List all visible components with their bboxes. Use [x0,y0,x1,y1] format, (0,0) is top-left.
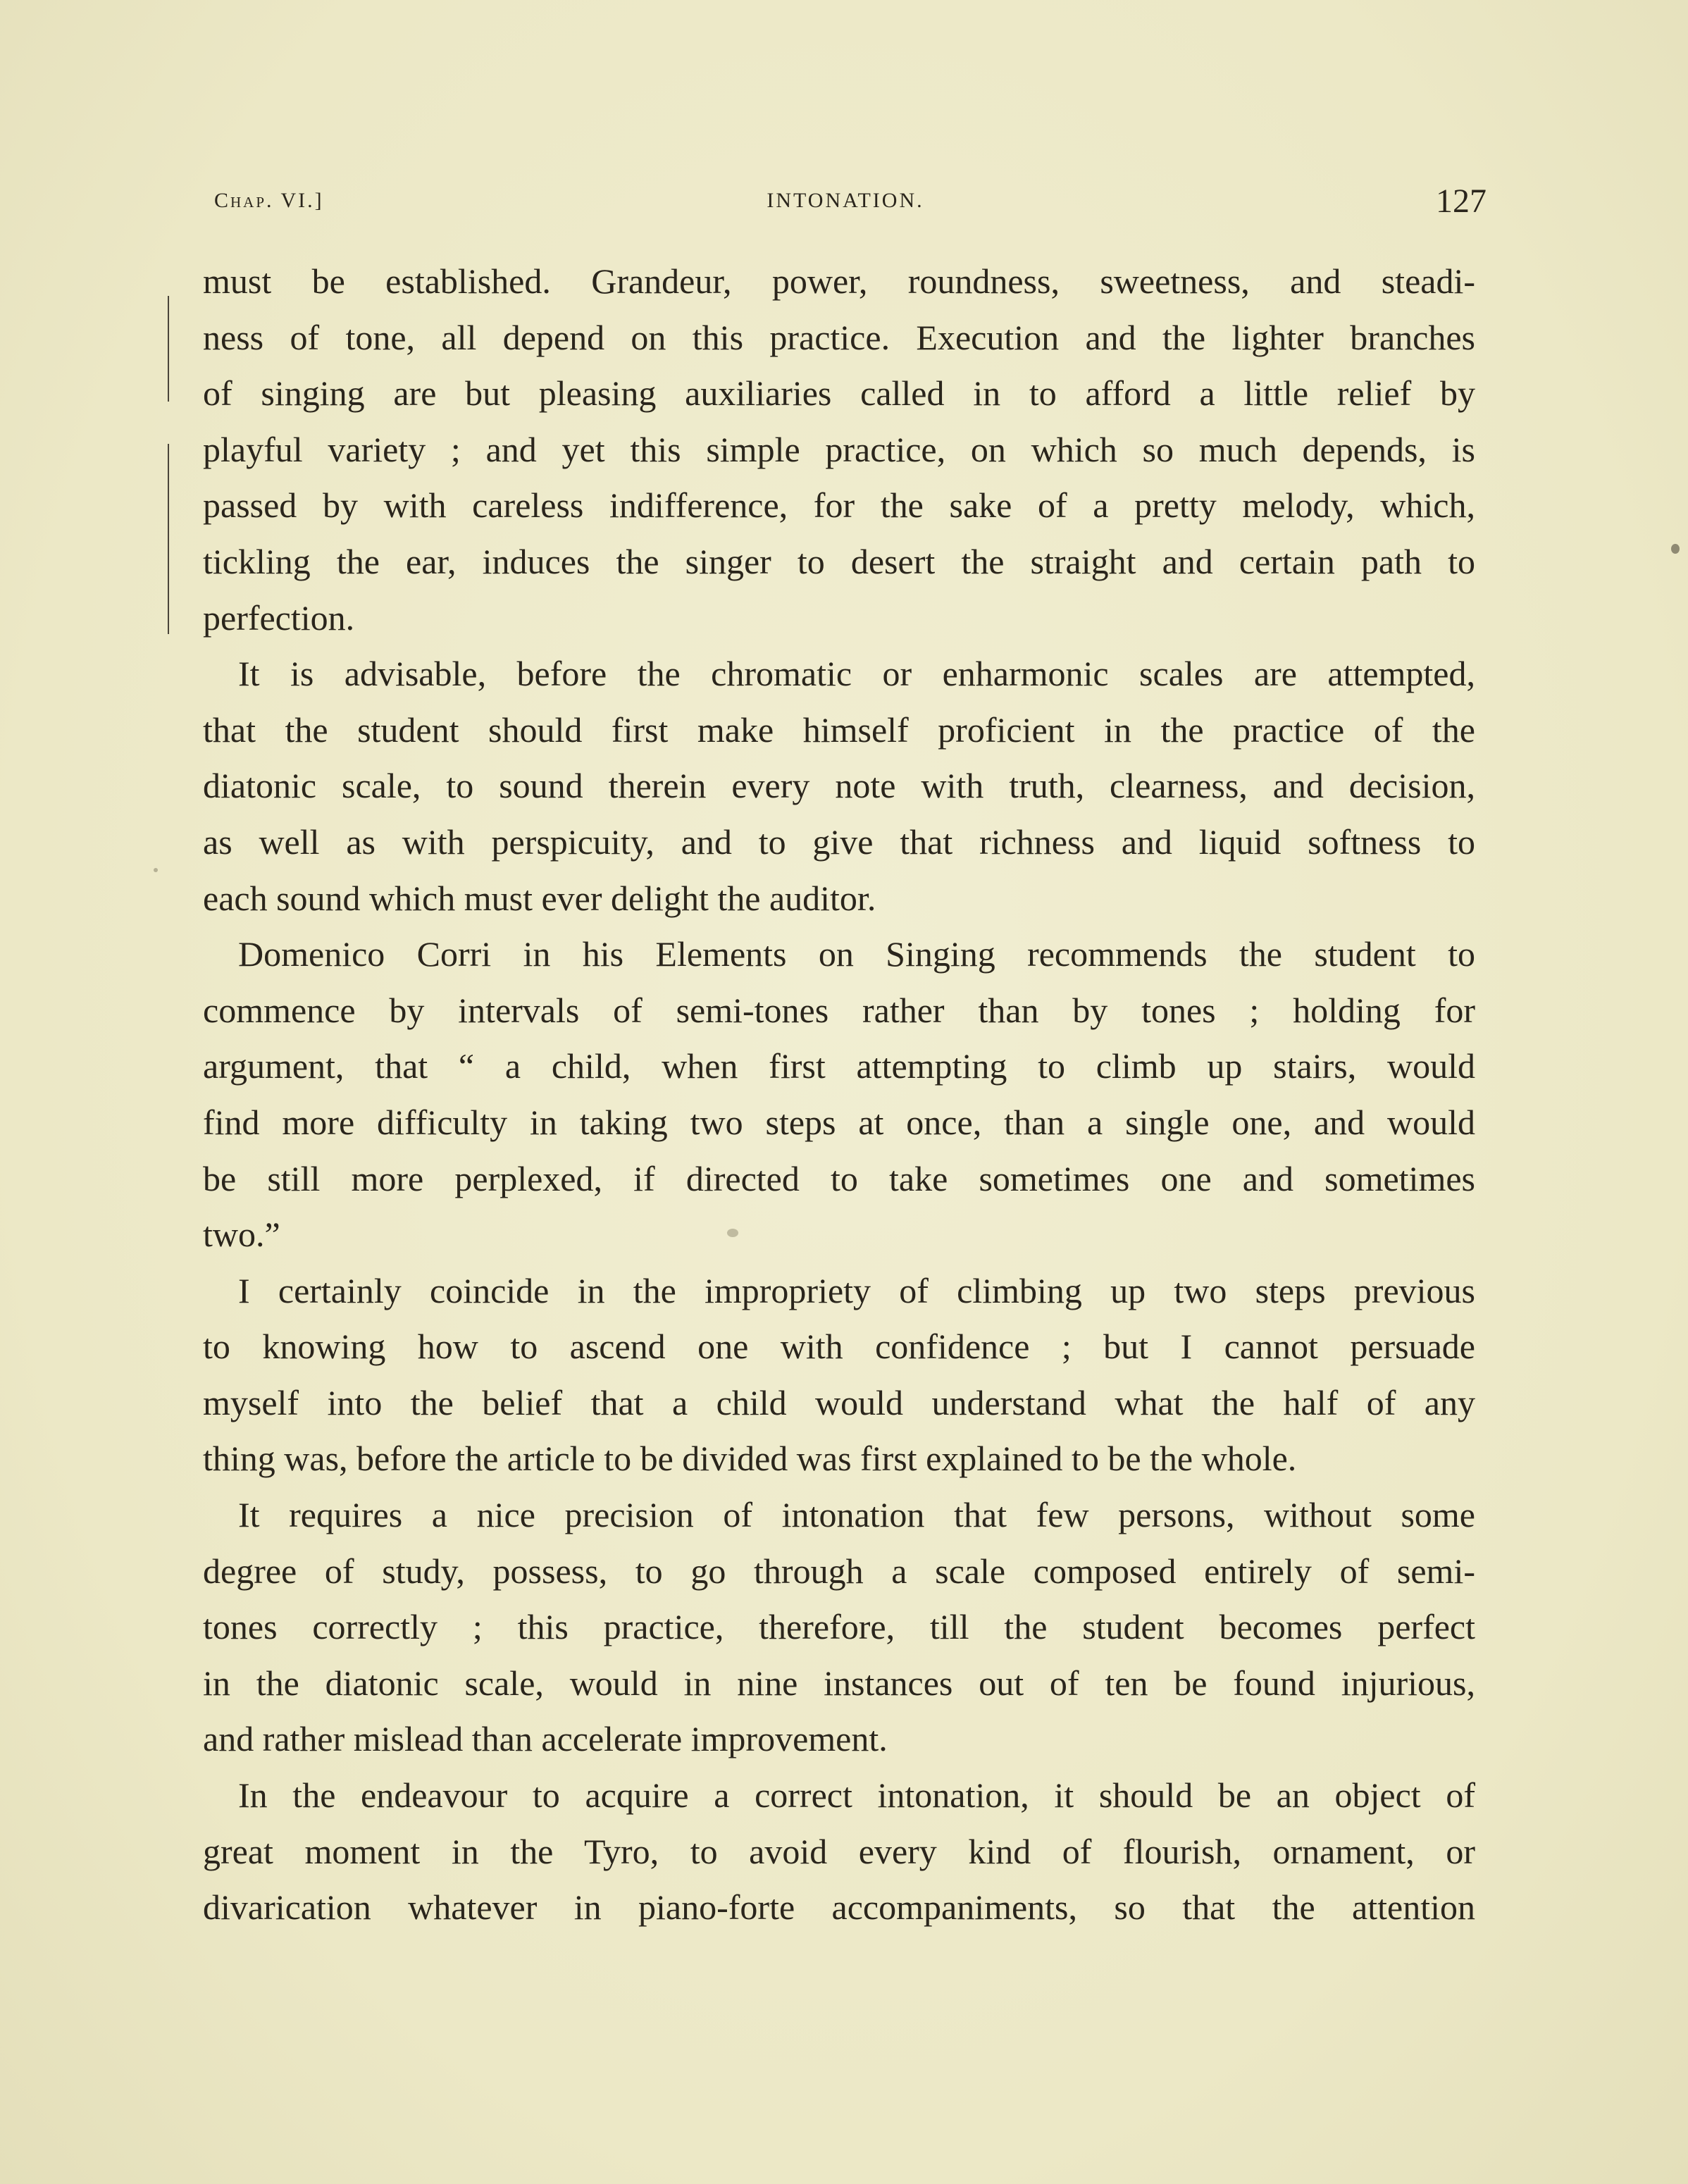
paragraph [203,1487,1475,1768]
text-line: be still more perplexed, if directed to take sometimes one and sometimes [203,1158,1475,1198]
margin-mark [168,296,169,402]
page-number: 127 [1436,182,1487,220]
text-line: passed by with careless indifference, for the sake of a pretty melody, which, [203,485,1475,526]
text-line: ness of tone, all depend on this practice. Execution and the lighter branches [203,317,1475,357]
text-line: argument, that “ a child, when first attempting to climb up stairs, would [203,1046,1475,1086]
chapter-label: Chap. VI.] [214,189,324,212]
paragraph [203,646,1475,926]
text-line: of singing are but pleasing auxiliaries called in to afford a little relief by [203,373,1475,414]
body-text [203,254,1475,1936]
text-line: It requires a nice precision of intonation that few persons, without some [238,1495,1475,1535]
text-line: that the student should first make himself proficient in the practice of the [203,709,1475,750]
paragraph [203,1768,1475,1936]
text-line: In the endeavour to acquire a correct intonation, it should be an object of [238,1775,1475,1816]
text-line: myself into the belief that a child would understand what the half of any [203,1382,1475,1422]
text-line: as well as with perspicuity, and to give that richness and liquid softness to [203,821,1475,862]
text-line: find more difficulty in taking two steps at once, than a single one, and would [203,1102,1475,1142]
text-line: playful variety ; and yet this simple practice, on which so much depends, is [203,429,1475,469]
text-line: two.” [203,1215,280,1255]
paragraph [203,1263,1475,1487]
paper-speck [727,1229,738,1237]
section-title: INTONATION. [767,189,924,212]
text-line: tones correctly ; this practice, therefore, till the student becomes perfect [203,1607,1475,1647]
paragraph [203,926,1475,1263]
text-line: tickling the ear, induces the singer to desert the straight and certain path to [203,541,1475,581]
text-line: and rather mislead than accelerate improvement. [203,1719,888,1759]
text-line: each sound which must ever delight the auditor. [203,878,876,918]
text-line: commence by intervals of semi-tones rather than by tones ; holding for [203,990,1475,1030]
paper-speck [1671,544,1680,554]
running-head [204,182,1487,231]
text-line: diatonic scale, to sound therein every note with truth, clearness, and decision, [203,766,1475,806]
margin-mark [168,444,169,634]
text-line: in the diatonic scale, would in nine instances out of ten be found injurious, [203,1663,1475,1703]
paragraph [203,254,1475,646]
text-line: Domenico Corri in his Elements on Singing recommends the student to [238,934,1475,974]
paper-speck [154,868,158,872]
text-line: divarication whatever in piano-forte accompaniments, so that the attention [203,1887,1475,1928]
text-line: must be established. Grandeur, power, roundness, sweetness, and steadi- [203,261,1475,301]
text-line: to knowing how to ascend one with confidence ; but I cannot persuade [203,1327,1475,1367]
text-line: perfection. [203,597,355,638]
text-line: thing was, before the article to be divided was first explained to be the whole. [203,1439,1297,1479]
text-line: I certainly coincide in the impropriety of climbing up two steps previous [238,1270,1475,1310]
text-line: degree of study, possess, to go through a scale composed entirely of semi- [203,1551,1475,1591]
text-line: great moment in the Tyro, to avoid every kind of flourish, ornament, or [203,1831,1475,1871]
text-line: It is advisable, before the chromatic or enharmonic scales are attempted, [238,654,1475,694]
